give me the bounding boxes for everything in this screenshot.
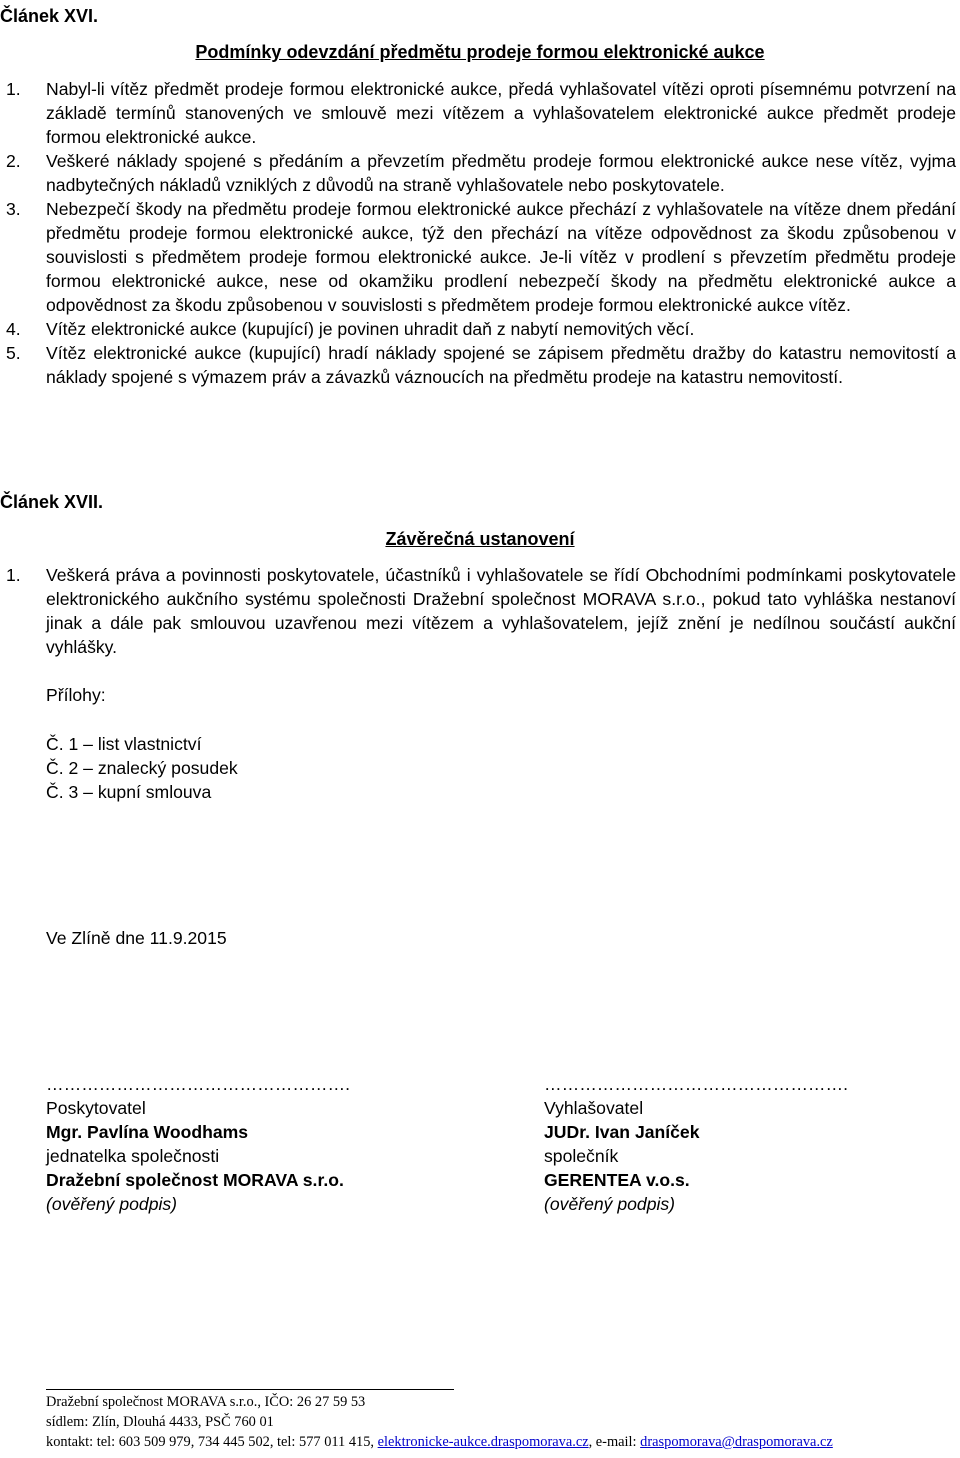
footer-company: Dražební společnost MORAVA s.r.o., IČO: 26 27 59 53 [46, 1394, 366, 1410]
item-number: 1. [6, 565, 21, 585]
footer-contact [46, 1432, 833, 1452]
article-17-title: Závěrečná ustanovení [385, 529, 575, 549]
signature-company: Dražební společnost MORAVA s.r.o. [46, 1170, 344, 1190]
attachments-list [46, 732, 238, 804]
signature-role: Vyhlašovatel [544, 1098, 644, 1118]
signature-line: ……………………………………………. [46, 1074, 350, 1094]
list-item [0, 341, 956, 389]
item-number: 2. [6, 151, 21, 171]
signature-position: jednatelka společnosti [46, 1146, 220, 1166]
signature-name: JUDr. Ivan Janíček [544, 1122, 700, 1142]
signature-name: Mgr. Pavlína Woodhams [46, 1122, 249, 1142]
signature-company: GERENTEA v.o.s. [544, 1170, 690, 1190]
item-text: Nabyl-li vítěz předmět prodeje formou elektronické aukce, předá vyhlašovatel vítězi oproti písemnému potvrzení na základě termínů stanovených ve smlouvě mezi vítězem a vyhlašovatelem elektronické aukce předmět prodeje formou elektronické aukce. [46, 79, 956, 147]
footer-phones: kontakt: tel: 603 509 979, 734 445 502, tel: 577 011 415, [46, 1434, 378, 1450]
article-17-heading: Článek XVII. [0, 492, 104, 512]
signature-left [46, 1072, 350, 1216]
article-16-title: Podmínky odevzdání předmětu prodeje formou elektronické aukce [195, 42, 765, 62]
item-text: Veškeré náklady spojené s předáním a převzetím předmětu prodeje formou elektronické aukce nese vítěz, vyjma nadbytečných nákladů vzniklých z důvodů na straně vyhlašovatele nebo poskytovatele. [46, 151, 956, 195]
item-number: 4. [6, 319, 21, 339]
footer-email-link[interactable]: draspomorava@draspomorava.cz [640, 1434, 833, 1450]
footer [46, 1392, 833, 1452]
item-number: 5. [6, 343, 21, 363]
item-number: 1. [6, 79, 21, 99]
article-17-list [0, 563, 956, 659]
signature-position: společník [544, 1146, 619, 1166]
signature-right [544, 1072, 848, 1216]
place-date: Ve Zlíně dne 11.9.2015 [46, 928, 227, 948]
attachment-item: Č. 3 – kupní smlouva [46, 782, 212, 802]
item-text: Nebezpečí škody na předmětu prodeje formou elektronické aukce přechází z vyhlašovatele na vítěze dnem předání předmětu prodeje formou elektronické aukce, týž den přechází na vítěze odpovědnost za škodu způsobenou v souvislosti s předmětem prodeje formou elektronické aukce. Je-li vítěz v prodlení s převzetím předmětu prodeje formou elektronické aukce, nese od okamžiku prodlení nebezpečí škody na předmětu elektronické aukce a odpovědnost za škodu způsobenou v souvislosti s předmětem prodeje formou elektronické aukce vítěz. [46, 199, 956, 315]
footer-web-link[interactable]: elektronicke-aukce.draspomorava.cz [377, 1434, 589, 1450]
list-item [0, 563, 956, 659]
footer-address: sídlem: Zlín, Dlouhá 4433, PSČ 760 01 [46, 1414, 274, 1430]
attachments-label: Přílohy: [46, 685, 106, 705]
signature-role: Poskytovatel [46, 1098, 146, 1118]
signature-note: (ověřený podpis) [544, 1194, 676, 1214]
list-item [0, 197, 956, 317]
article-16-heading: Článek XVI. [0, 6, 99, 26]
article-16-list [0, 77, 956, 389]
item-number: 3. [6, 199, 21, 219]
item-text: Vítěz elektronické aukce (kupující) je povinen uhradit daň z nabytí nemovitých věcí. [46, 319, 695, 339]
footer-email-label: , e-mail: [588, 1434, 641, 1450]
signature-line: ……………………………………………. [544, 1074, 848, 1094]
item-text: Veškerá práva a povinnosti poskytovatele, účastníků i vyhlašovatele se řídí Obchodními podmínkami poskytovatele elektronického aukčního systému společnosti Dražební společnost MORAVA s.r.o., pokud tato vyhláška nestanoví jinak a dále pak smlouvou uzavřenou mezi vítězem a vyhlašovatelem, jejíž znění je nedílnou součástí aukční vyhlášky. [46, 565, 956, 657]
signature-note: (ověřený podpis) [46, 1194, 178, 1214]
list-item [0, 77, 956, 149]
attachment-item: Č. 1 – list vlastnictví [46, 734, 202, 754]
item-text: Vítěz elektronické aukce (kupující) hradí náklady spojené se zápisem předmětu dražby do katastru nemovitostí a náklady spojené s výmazem práv a závazků váznoucích na předmětu prodeje na katastru nemovitostí. [46, 343, 956, 387]
footer-divider [46, 1389, 454, 1390]
list-item [0, 317, 956, 341]
attachment-item: Č. 2 – znalecký posudek [46, 758, 238, 778]
list-item [0, 149, 956, 197]
